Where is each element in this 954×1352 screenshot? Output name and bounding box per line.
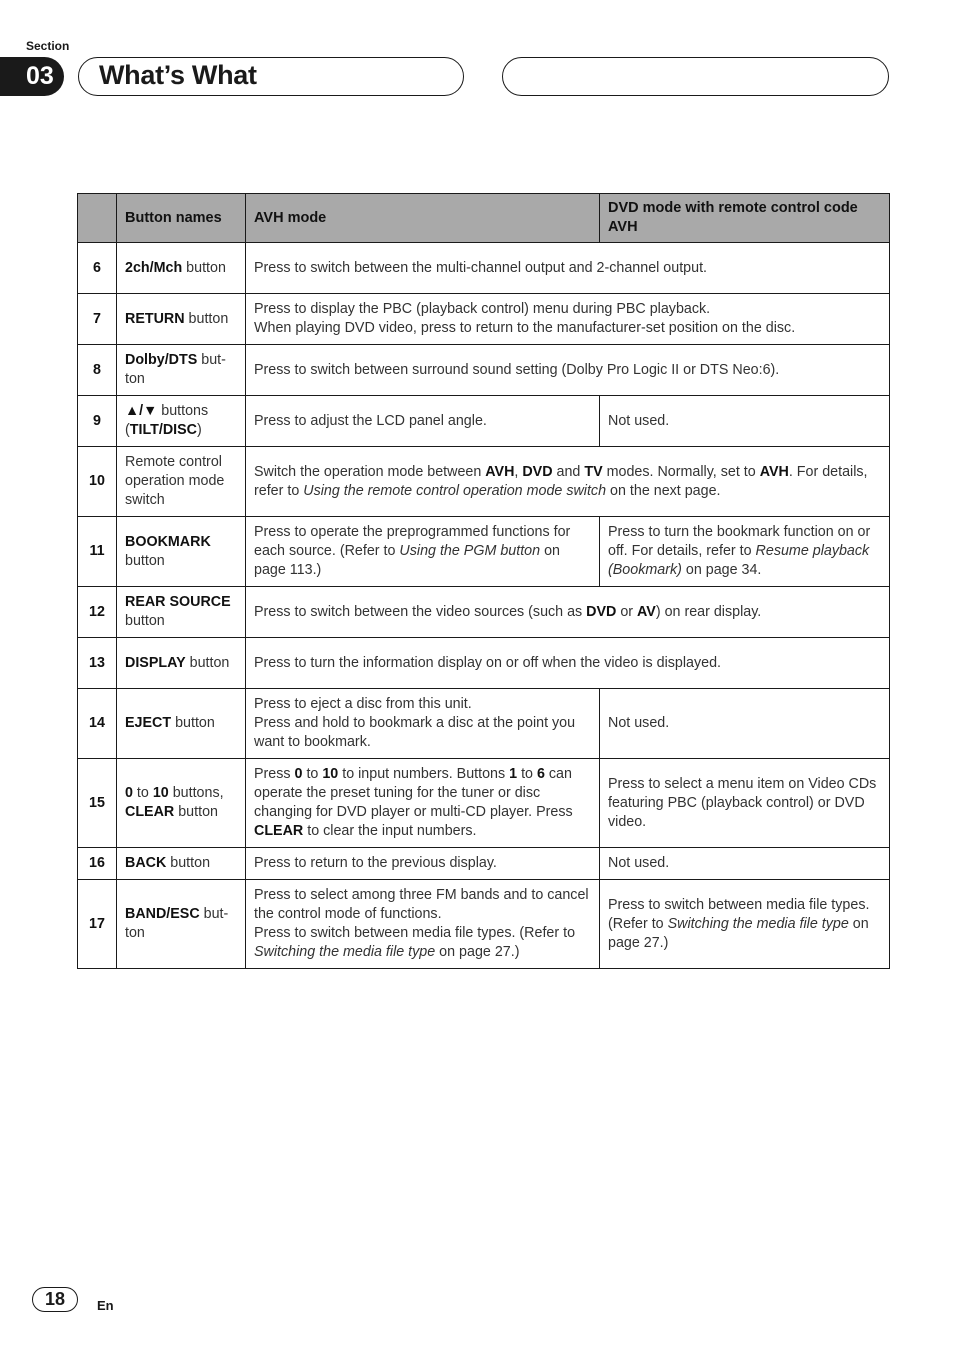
dvd-mode-cell: Press to turn the bookmark function on or off. For details, refer to Resume playback (Bookmark) on page 34. [600, 517, 890, 587]
page-number: 18 [32, 1287, 78, 1312]
language-label: En [97, 1298, 114, 1313]
button-name-cell: RETURN button [117, 294, 246, 345]
table-row [78, 638, 890, 689]
header-avh-mode: AVH mode [246, 194, 600, 243]
row-number: 11 [78, 517, 117, 587]
table-row [78, 294, 890, 345]
button-name-cell: ▲/▼ buttons (TILT/DISC) [117, 396, 246, 447]
button-functions-table [77, 193, 890, 969]
button-name-cell: REAR SOURCE button [117, 587, 246, 638]
button-name-cell: BOOKMARK button [117, 517, 246, 587]
row-number: 17 [78, 880, 117, 969]
dvd-mode-cell: Not used. [600, 848, 890, 880]
dvd-mode-cell: Press to select a menu item on Video CDs featuring PBC (playback control) or DVD video. [600, 759, 890, 848]
avh-mode-cell: Press to select among three FM bands and to cancel the control mode of functions. Press to switch between media file types. (Refer to Switching the media file type on page 27.) [246, 880, 600, 969]
row-number: 15 [78, 759, 117, 848]
avh-mode-cell: Press to adjust the LCD panel angle. [246, 396, 600, 447]
empty-header-box [502, 57, 889, 96]
table-body [78, 243, 890, 969]
avh-mode-cell: Press to operate the preprogrammed functions for each source. (Refer to Using the PGM button on page 113.) [246, 517, 600, 587]
avh-mode-cell: Press to switch between the multi-channel output and 2-channel output. [246, 243, 890, 294]
button-name-cell: BACK button [117, 848, 246, 880]
avh-mode-cell: Press 0 to 10 to input numbers. Buttons 1 to 6 can operate the preset tuning for the tuner or disc changing for DVD player or multi-CD player. Press CLEAR to clear the input numbers. [246, 759, 600, 848]
table-row [78, 880, 890, 969]
row-number: 7 [78, 294, 117, 345]
header-button-names: Button names [117, 194, 246, 243]
button-name-cell: Remote control operation mode switch [117, 447, 246, 517]
button-name-cell: Dolby/DTS button [117, 345, 246, 396]
row-number: 16 [78, 848, 117, 880]
header-dvd-mode: DVD mode with remote control code AVH [600, 194, 890, 243]
button-name-cell: EJECT button [117, 689, 246, 759]
button-name-cell: 2ch/Mch button [117, 243, 246, 294]
table-row [78, 848, 890, 880]
row-number: 10 [78, 447, 117, 517]
table-row [78, 517, 890, 587]
dvd-mode-cell: Not used. [600, 689, 890, 759]
row-number: 13 [78, 638, 117, 689]
avh-mode-cell: Press to switch between the video sources (such as DVD or AV) on rear display. [246, 587, 890, 638]
table-row [78, 759, 890, 848]
section-number-badge: 03 [0, 57, 64, 96]
row-number: 14 [78, 689, 117, 759]
table-row [78, 447, 890, 517]
table-row [78, 345, 890, 396]
dvd-mode-cell: Not used. [600, 396, 890, 447]
row-number: 8 [78, 345, 117, 396]
table-row [78, 396, 890, 447]
row-number: 9 [78, 396, 117, 447]
avh-mode-cell: Press to display the PBC (playback control) menu during PBC playback. When playing DVD video, press to return to the manufacturer-set position on the disc. [246, 294, 890, 345]
avh-mode-cell: Press to turn the information display on or off when the video is displayed. [246, 638, 890, 689]
table-header-row [78, 194, 890, 243]
row-number: 6 [78, 243, 117, 294]
table-row [78, 587, 890, 638]
table-row [78, 243, 890, 294]
button-name-cell: DISPLAY button [117, 638, 246, 689]
title-box [78, 57, 464, 96]
button-name-cell: 0 to 10 buttons, CLEAR button [117, 759, 246, 848]
button-name-cell: BAND/ESC button [117, 880, 246, 969]
dvd-mode-cell: Press to switch between media file types. (Refer to Switching the media file type on page 27.) [600, 880, 890, 969]
avh-mode-cell: Press to switch between surround sound setting (Dolby Pro Logic II or DTS Neo:6). [246, 345, 890, 396]
avh-mode-cell: Press to return to the previous display. [246, 848, 600, 880]
row-number: 12 [78, 587, 117, 638]
header-number [78, 194, 117, 243]
table-row [78, 689, 890, 759]
avh-mode-cell: Press to eject a disc from this unit. Press and hold to bookmark a disc at the point you want to bookmark. [246, 689, 600, 759]
section-label: Section [26, 39, 70, 53]
avh-mode-cell: Switch the operation mode between AVH, DVD and TV modes. Normally, set to AVH. For details, refer to Using the remote control operation mode switch on the next page. [246, 447, 890, 517]
page-title: What’s What [99, 60, 257, 90]
